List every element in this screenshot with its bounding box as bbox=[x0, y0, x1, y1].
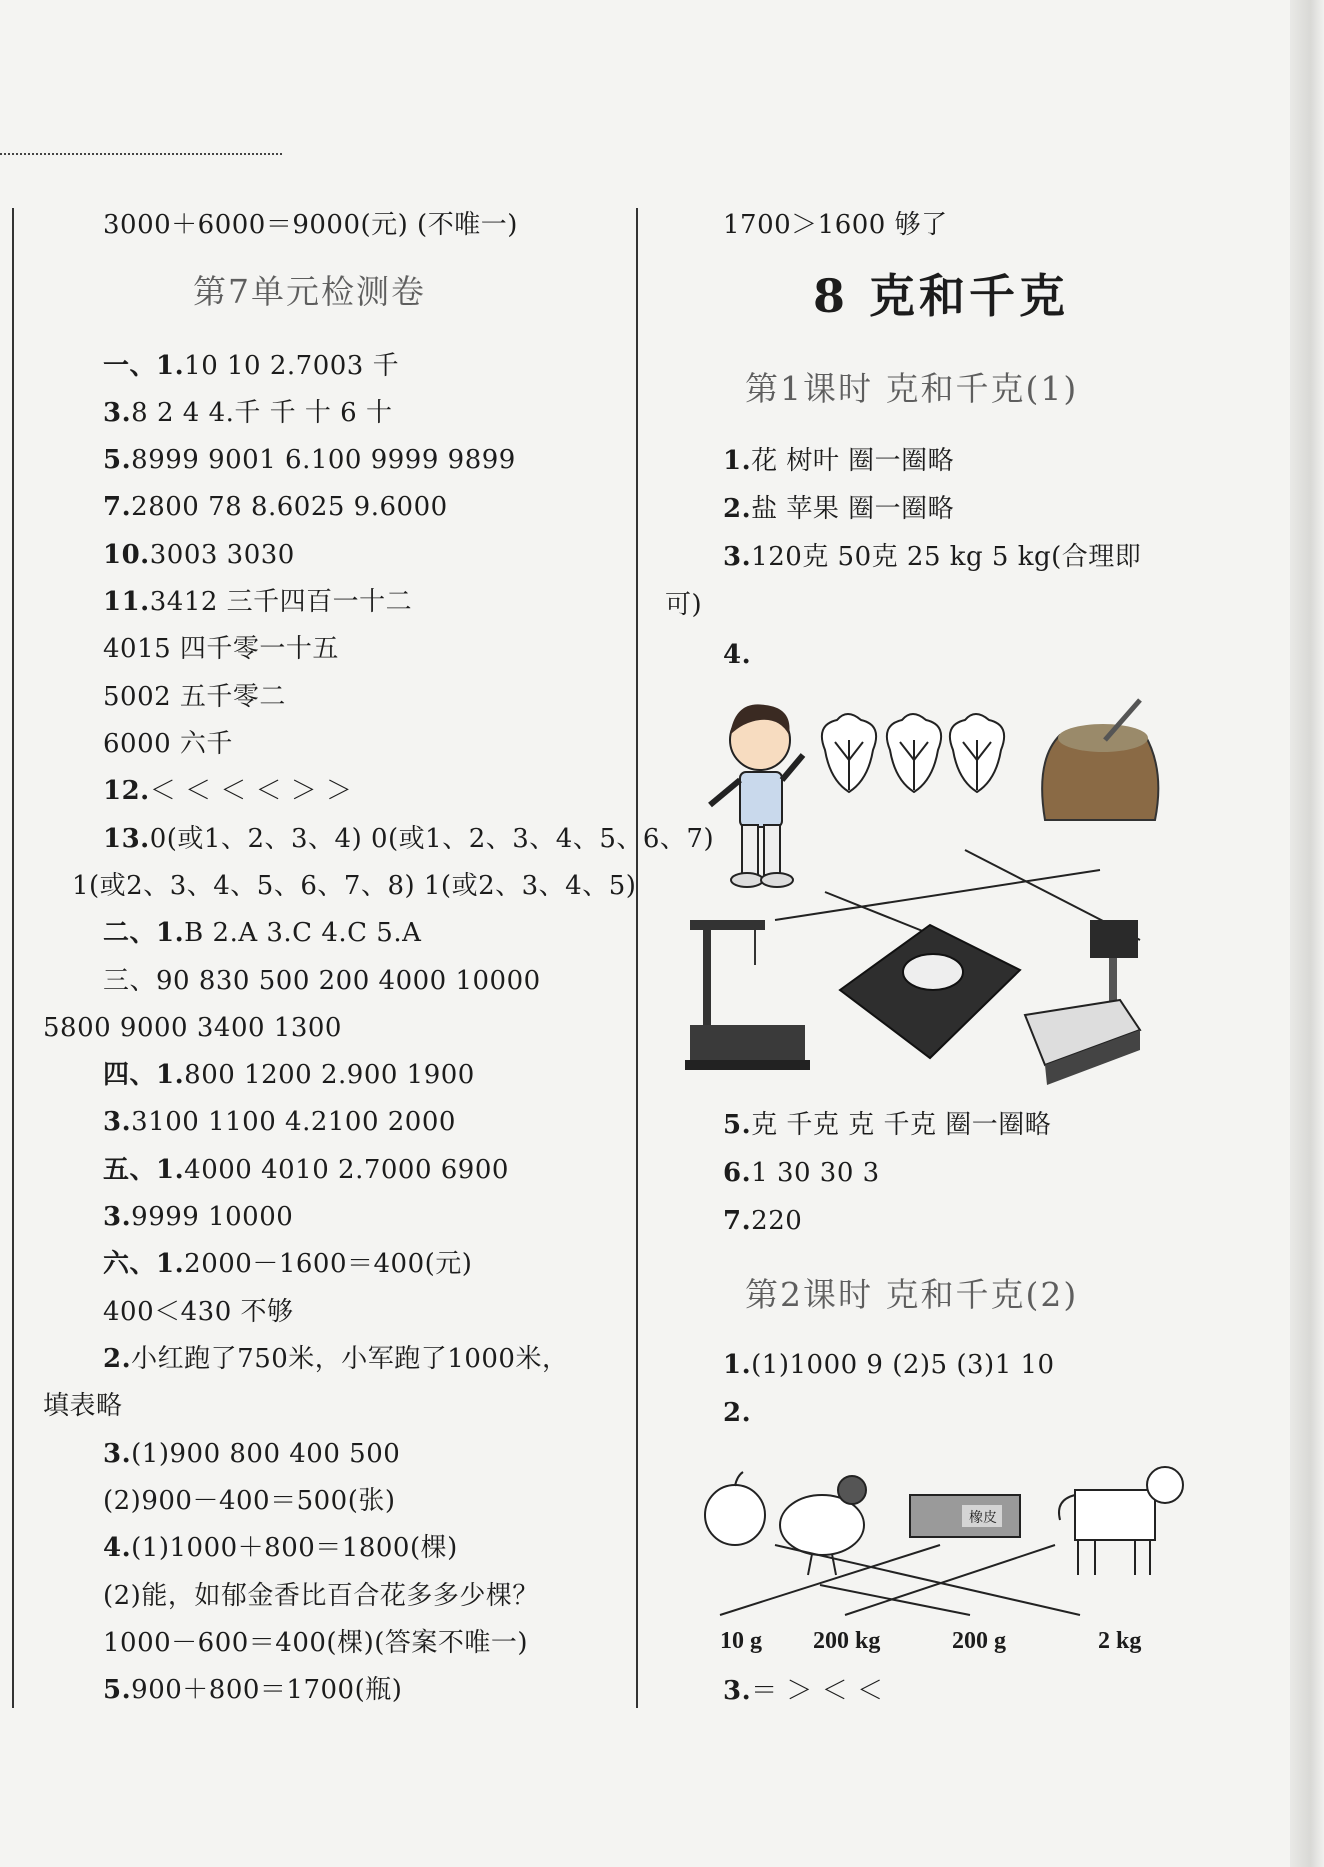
mass-label: 10 g bbox=[720, 1628, 762, 1654]
chapter-title: 8 克和千克 bbox=[813, 269, 1070, 323]
boy-icon bbox=[710, 704, 803, 887]
answer-line: (2)能，如郁金香比百合花多多少棵？ bbox=[103, 1581, 539, 1611]
answer-line: 六、1.2000－1600＝400(元) bbox=[103, 1249, 473, 1279]
answer-line: 11.3412 三千四百一十二 bbox=[103, 587, 413, 617]
eraser-icon bbox=[910, 1495, 1020, 1537]
answer-line: 6.1 30 30 3 bbox=[723, 1158, 880, 1188]
column-divider bbox=[636, 208, 638, 1708]
answer-line: 5.克 千克 克 千克 圈一圈略 bbox=[723, 1110, 1052, 1140]
answer-line: 二、1.B 2.A 3.C 4.C 5.A bbox=[103, 918, 422, 948]
lesson-2-title: 第2课时 克和千克(2) bbox=[745, 1275, 1079, 1314]
answer-line: 3.8 2 4 4.千 千 十 6 十 bbox=[103, 398, 393, 428]
answer-line: 四、1.800 1200 2.900 1900 bbox=[103, 1060, 475, 1090]
answer-line: 一、1.10 10 2.7003 千 bbox=[103, 351, 400, 381]
answer-line: 1.(1)1000 9 (2)5 (3)1 10 bbox=[723, 1350, 1055, 1380]
dotted-divider bbox=[0, 153, 282, 155]
answer-line: 三、90 830 500 200 4000 10000 bbox=[103, 966, 541, 996]
answer-line: 2. bbox=[723, 1398, 752, 1428]
answer-line: 五、1.4000 4010 2.7000 6900 bbox=[103, 1155, 509, 1185]
answer-line: 400＜430 不够 bbox=[103, 1297, 294, 1327]
apple-icon bbox=[705, 1472, 765, 1545]
answer-line: 6000 六千 bbox=[103, 729, 233, 759]
answer-line: 填表略 bbox=[43, 1391, 123, 1421]
answer-line: 4015 四千零一十五 bbox=[103, 634, 339, 664]
answer-line: 1(或2、3、4、5、6、7、8) 1(或2、3、4、5) bbox=[72, 871, 637, 901]
mass-label: 200 kg bbox=[813, 1628, 881, 1654]
mass-label: 200 g bbox=[952, 1628, 1006, 1654]
figure-weights-matching bbox=[685, 680, 1245, 1095]
answer-line: 5002 五千零二 bbox=[103, 682, 286, 712]
cabbage-icon bbox=[887, 714, 941, 792]
unit-test-title: 第7单元检测卷 bbox=[193, 272, 426, 311]
answer-line: 3.3100 1100 4.2100 2000 bbox=[103, 1107, 456, 1137]
grain-sack-icon bbox=[1042, 700, 1158, 820]
cabbage-icon bbox=[822, 714, 876, 792]
answer-line: 4. bbox=[723, 640, 752, 670]
answer-line: 2.小红跑了750米，小军跑了1000米， bbox=[103, 1344, 569, 1374]
answer-line: 12.＜ ＜ ＜ ＜ ＞ ＞ bbox=[103, 776, 353, 806]
answer-line: 1700＞1600 够了 bbox=[723, 210, 948, 240]
answer-line: (2)900－400＝500(张) bbox=[103, 1486, 396, 1516]
electronic-scale-icon bbox=[1025, 920, 1140, 1085]
answer-line: 3.9999 10000 bbox=[103, 1202, 294, 1232]
answer-line: 7.2800 78 8.6025 9.6000 bbox=[103, 492, 448, 522]
lesson-1-title: 第1课时 克和千克(1) bbox=[745, 369, 1079, 408]
answer-line: 3000＋6000＝9000(元) (不唯一) bbox=[103, 210, 518, 240]
cabbage-icon bbox=[950, 714, 1004, 792]
answer-line: 5.8999 9001 6.100 9999 9899 bbox=[103, 445, 516, 475]
answer-line: 3.＝ ＞ ＜ ＜ bbox=[723, 1676, 884, 1706]
answer-line: 2.盐 苹果 圈一圈略 bbox=[723, 494, 955, 524]
answer-line: 1000－600＝400(棵)(答案不唯一) bbox=[103, 1628, 528, 1658]
platform-scale-icon bbox=[685, 920, 810, 1070]
mass-label: 2 kg bbox=[1098, 1628, 1142, 1654]
match-line bbox=[845, 1545, 1055, 1615]
answer-line: 3.(1)900 800 400 500 bbox=[103, 1439, 401, 1469]
answer-line: 7.220 bbox=[723, 1206, 803, 1236]
bathroom-scale-icon bbox=[840, 925, 1020, 1058]
answer-line: 1.花 树叶 圈一圈略 bbox=[723, 446, 955, 476]
figure-mass-matching bbox=[700, 1450, 1200, 1625]
left-margin-rule bbox=[12, 208, 14, 1708]
hen-icon bbox=[780, 1476, 866, 1575]
paper-edge bbox=[1290, 0, 1324, 1867]
answer-line: 4.(1)1000＋800＝1800(棵) bbox=[103, 1533, 458, 1563]
answer-line: 10.3003 3030 bbox=[103, 540, 295, 570]
svg-text:橡皮: 橡皮 bbox=[969, 1510, 997, 1526]
match-line bbox=[820, 1585, 970, 1615]
match-line bbox=[775, 1545, 1080, 1615]
answer-line: 可) bbox=[665, 590, 703, 620]
answer-line: 13.0(或1、2、3、4) 0(或1、2、3、4、5、6、7) bbox=[103, 824, 715, 854]
answer-line: 3.120克 50克 25 kg 5 kg(合理即 bbox=[723, 542, 1142, 572]
answer-line: 5.900＋800＝1700(瓶) bbox=[103, 1675, 403, 1705]
answer-line: 5800 9000 3400 1300 bbox=[43, 1013, 342, 1043]
cow-icon bbox=[1059, 1467, 1183, 1575]
